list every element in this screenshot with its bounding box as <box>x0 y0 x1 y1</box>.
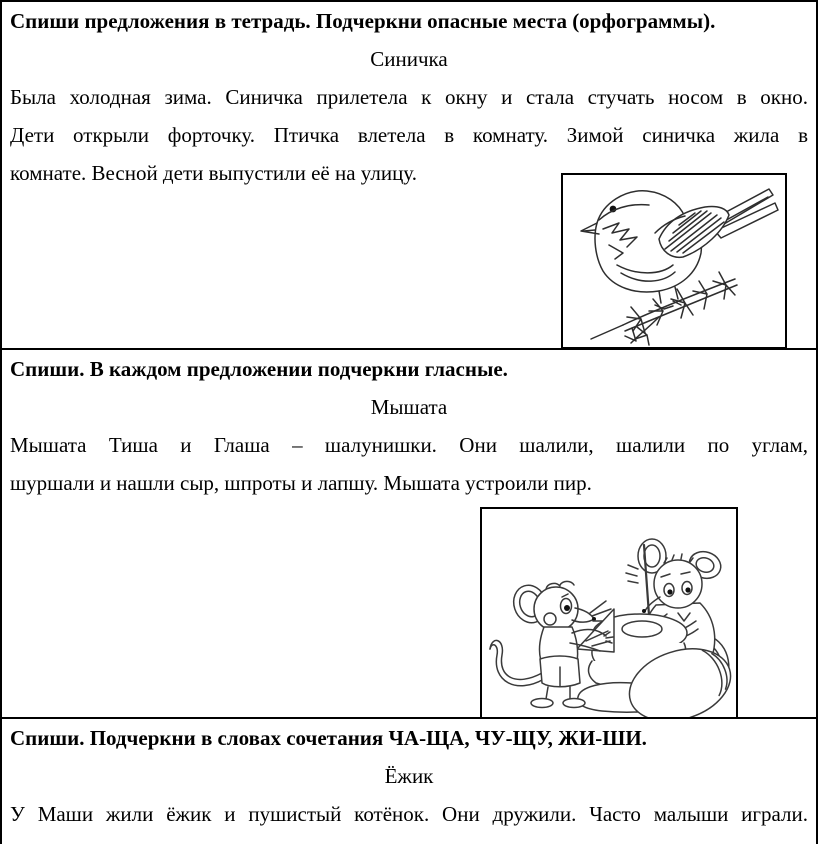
body-line: Дети открыли форточку. Птичка влетела в комнату. Зимой синичка жила в <box>10 123 808 147</box>
body-line: Была холодная зима. Синичка прилетела к окну и стала стучать носом в окно. <box>10 85 808 109</box>
text-title: Ёжик <box>384 764 434 788</box>
worksheet-section-sinichka <box>2 2 816 350</box>
body-paragraph <box>10 795 808 833</box>
body-line: Мышата Тиша и Глаша – шалунишки. Они шалили, шалили по углам, <box>10 433 808 457</box>
illustration-box-mice <box>480 507 738 719</box>
task-heading: Спиши. В каждом предложении подчеркни гласные. <box>10 357 508 381</box>
task-heading: Спиши. Подчеркни в словах сочетания ЧА-ЩА, ЧУ-ЩУ, ЖИ-ШИ. <box>10 726 647 750</box>
body-paragraph <box>10 426 808 502</box>
illustration-box-bird <box>561 173 787 349</box>
task-heading: Спиши предложения в тетрадь. Подчеркни опасные места (орфограммы). <box>10 9 716 33</box>
text-title: Синичка <box>370 47 448 71</box>
body-line: комнате. Весной дети выпустили её на улицу. <box>10 161 417 185</box>
body-line: шуршали и нашли сыр, шпроты и лапшу. Мышата устроили пир. <box>10 471 592 495</box>
mice-illustration-icon <box>482 509 736 717</box>
worksheet-section-ezhik <box>2 719 816 840</box>
text-title: Мышата <box>370 395 448 419</box>
worksheet-section-myshata <box>2 350 816 719</box>
titmouse-illustration-icon <box>563 175 785 347</box>
body-line: У Маши жили ёжик и пушистый котёнок. Они дружили. Часто малыши играли. <box>10 802 808 826</box>
